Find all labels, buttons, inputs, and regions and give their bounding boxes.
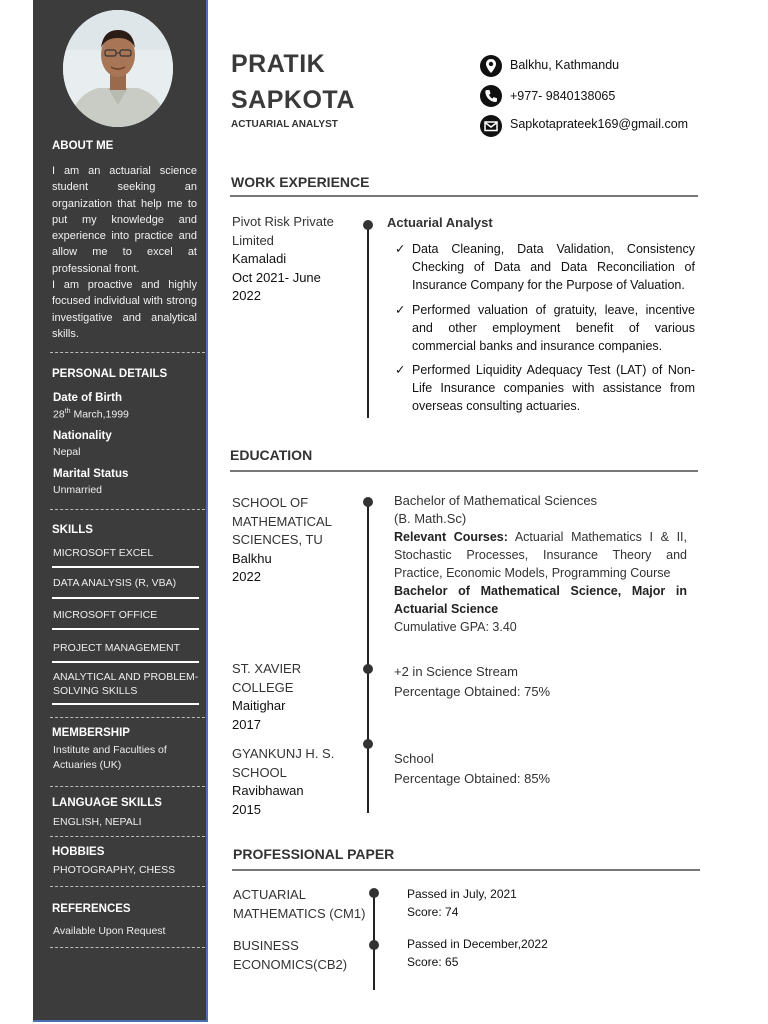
email-icon xyxy=(480,115,502,137)
person-icon xyxy=(63,10,173,127)
skills-title: SKILLS xyxy=(52,524,93,536)
education-title: EDUCATION xyxy=(230,447,313,463)
check-icon: ✓ xyxy=(395,303,406,317)
work-bullet: ✓ Performed Liquidity Adequacy Test (LAT) of Non-Life Insurance companies with assistance from overseas consulting actuaries. xyxy=(395,363,695,413)
divider xyxy=(50,717,205,718)
skill-bar xyxy=(52,703,199,705)
skill-bar xyxy=(52,661,199,663)
skill-item: ANALYTICAL AND PROBLEM- xyxy=(53,671,199,683)
edu-details: +2 in Science Stream Percentage Obtained: 75% xyxy=(394,664,551,699)
phone-icon xyxy=(480,85,502,107)
job-role: ACTUARIAL ANALYST xyxy=(231,119,338,130)
language-value: ENGLISH, NEPALI xyxy=(53,816,142,828)
last-name: SAPKOTA xyxy=(231,86,355,114)
paper-name: ACTUARIAL MATHEMATICS (CM1) xyxy=(233,887,366,921)
edu-school: ST. XAVIER COLLEGE Maitighar 2017 xyxy=(232,661,302,732)
section-rule xyxy=(230,470,698,472)
divider xyxy=(50,786,205,787)
edu-school: SCHOOL OF MATHEMATICAL SCIENCES, TU Balkhu 2022 xyxy=(232,495,332,584)
work-position: Actuarial Analyst xyxy=(387,215,493,230)
about-title: ABOUT ME xyxy=(52,140,114,152)
divider xyxy=(50,509,205,510)
paper-result: Passed in December,2022 Score: 65 xyxy=(407,937,548,969)
skill-bar xyxy=(52,566,199,568)
references-title: REFERENCES xyxy=(52,903,131,915)
edu-details: School Percentage Obtained: 85% xyxy=(394,751,551,786)
work-bullet: ✓ Performed valuation of gratuity, leave, incentive and other employment benefit of various commercial banks and insurance companies. xyxy=(395,303,695,353)
membership-line-1: Institute and Faculties of xyxy=(53,744,167,756)
check-icon: ✓ xyxy=(395,242,406,256)
profile-photo xyxy=(63,10,173,127)
professional-paper-title: PROFESSIONAL PAPER xyxy=(233,846,395,862)
check-icon: ✓ xyxy=(395,363,406,377)
skill-item: SOLVING SKILLS xyxy=(53,685,138,697)
dob-value: 28th March,1999 xyxy=(53,408,129,421)
divider xyxy=(50,947,205,948)
hobbies-title: HOBBIES xyxy=(52,846,105,858)
paper-name: BUSINESS ECONOMICS(CB2) xyxy=(233,938,348,972)
about-text: I am an actuarial science student seeking an organization that help me to put my knowledge and experience into practice and allow me to excel at professional front. xyxy=(52,165,197,275)
timeline-dot xyxy=(363,497,373,507)
skill-bar xyxy=(52,628,199,630)
edu-school: GYANKUNJ H. S. SCHOOL Ravibhawan 2015 xyxy=(232,746,335,817)
timeline-dot xyxy=(363,739,373,749)
section-rule xyxy=(230,195,698,197)
timeline-dot xyxy=(363,220,373,230)
skill-item: PROJECT MANAGEMENT xyxy=(53,642,180,654)
skill-item: DATA ANALYSIS (R, VBA) xyxy=(53,577,177,589)
marital-label: Marital Status xyxy=(53,468,129,480)
timeline-line xyxy=(367,224,369,418)
email-link[interactable]: Sapkotaprateek169@gmail.com xyxy=(510,117,689,131)
location-text: Balkhu, Kathmandu xyxy=(510,58,620,72)
timeline-dot xyxy=(363,664,373,674)
personal-title: PERSONAL DETAILS xyxy=(52,368,168,380)
hobbies-value: PHOTOGRAPHY, CHESS xyxy=(53,864,176,876)
references-value: Available Upon Request xyxy=(53,925,166,937)
divider xyxy=(50,886,205,887)
paper-result: Passed in July, 2021 Score: 74 xyxy=(407,887,517,919)
phone-text: +977- 9840138065 xyxy=(510,89,616,103)
work-experience-title: WORK EXPERIENCE xyxy=(231,174,370,190)
language-title: LANGUAGE SKILLS xyxy=(52,797,162,809)
edu-details: Bachelor of Mathematical Sciences (B. Math.Sc) Relevant Courses: Actuarial Mathematics I & II, Stochastic Processes, Insurance Theory and Practice, Economic Models, Programming Course Bachelor of Mathematical Science, Major in Actuarial Science Cumulative GPA: 3.40 xyxy=(394,493,687,634)
membership-title: MEMBERSHIP xyxy=(52,727,130,739)
location-pin-icon xyxy=(480,55,502,77)
sidebar xyxy=(33,0,208,1022)
skill-item: MICROSOFT OFFICE xyxy=(53,609,158,621)
first-name: PRATIK xyxy=(231,50,326,78)
marital-value: Unmarried xyxy=(53,484,103,496)
about-text-2: I am proactive and highly focused individual with strong investigative and analytical skills. xyxy=(52,279,197,340)
work-company: Pivot Risk Private Limited Kamaladi Oct 2021- June 2022 xyxy=(232,214,334,303)
section-rule xyxy=(232,869,700,871)
work-bullet: ✓ Data Cleaning, Data Validation, Consistency Checking of Data and Data Reconciliation of Insurance Company for the Purpose of Valuation. xyxy=(395,242,695,292)
nationality-label: Nationality xyxy=(53,430,112,442)
nationality-value: Nepal xyxy=(53,446,81,458)
dob-label: Date of Birth xyxy=(53,392,122,404)
divider xyxy=(50,836,205,837)
membership-line-2: Actuaries (UK) xyxy=(53,759,122,771)
divider xyxy=(50,352,205,353)
skill-item: MICROSOFT EXCEL xyxy=(53,547,154,559)
timeline-line xyxy=(367,503,369,813)
skill-bar xyxy=(52,597,199,599)
timeline-dot xyxy=(369,888,379,898)
timeline-dot xyxy=(369,940,379,950)
